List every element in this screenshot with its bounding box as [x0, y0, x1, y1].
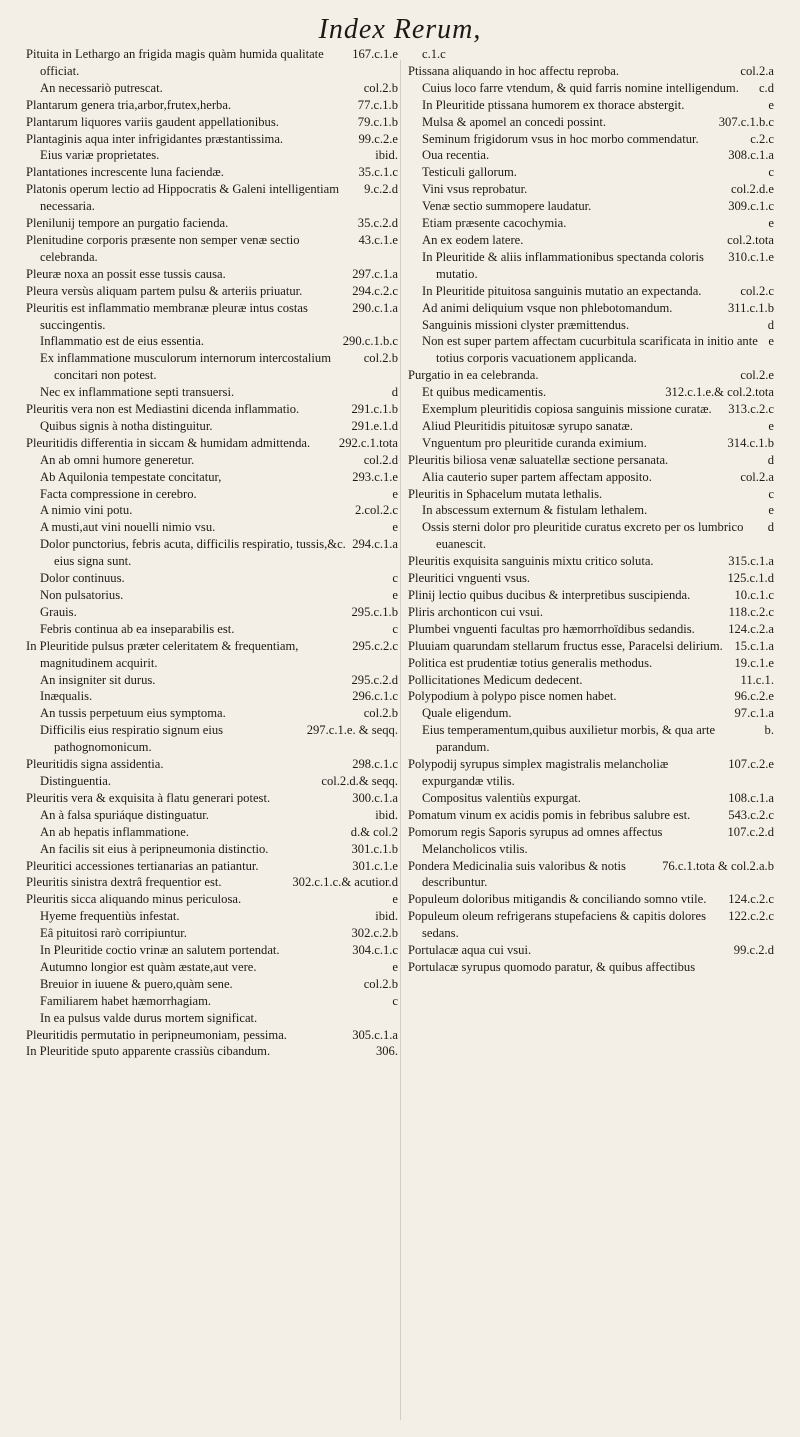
entry-text: Pollicitationes Medicum dedecent.	[408, 672, 583, 687]
page-reference: 304.c.1.c	[352, 943, 398, 958]
page-reference: e	[768, 418, 774, 433]
page-reference: col.2.d.e	[730, 182, 774, 197]
index-entry	[408, 756, 774, 790]
entry-text: Pleuritici accessiones tertianarias an patiantur.	[26, 858, 259, 873]
entry-text: In Pleuritide sputo apparente crassiùs cibandum.	[26, 1044, 271, 1059]
page-reference: e	[768, 503, 774, 518]
page-reference: 79.c.1.b	[357, 114, 398, 129]
entry-text: Pleuritidis permutatio in peripneumoniam, pessima.	[26, 1027, 287, 1042]
page-reference: 9.c.2.d	[364, 182, 398, 197]
page-reference: 295.c.2.c	[352, 638, 398, 653]
page-reference: col.2.e	[740, 368, 774, 383]
index-entry	[422, 401, 774, 418]
entry-text: Portulacæ syrupus quomodo paratur, & quibus affectibus	[408, 959, 696, 974]
entry-text: An à falsa spuriáque distinguatur.	[40, 807, 209, 822]
entry-text: Eâ pituitosi rarò corripiuntur.	[40, 926, 187, 941]
entry-text: Pondera Medicinalia suis valoribus & notis describuntur.	[408, 858, 626, 890]
entry-text: Quibus signis à notha distinguitur.	[40, 418, 213, 433]
page-reference: 291.e.1.d	[351, 418, 398, 433]
entry-text: Exemplum pleuritidis copiosa sanguinis missione curatæ.	[422, 402, 712, 417]
page-reference: 11.c.1.	[740, 672, 774, 687]
index-entry	[26, 46, 398, 80]
index-entry	[408, 638, 774, 655]
index-entry	[422, 469, 774, 486]
page-reference: 315.c.1.a	[728, 554, 774, 569]
page-reference: 35.c.2.d	[357, 216, 398, 231]
entry-text: Plinij lectio quibus ducibus & interpretibus suscipienda.	[408, 588, 691, 602]
index-entry	[26, 266, 398, 283]
right-column	[408, 46, 774, 976]
entry-text: An ex eodem latere.	[422, 232, 524, 247]
entry-text: Alia cauterio super partem affectam apposito.	[422, 469, 652, 484]
entry-text: Ad animi deliquium vsque non phlebotomandum.	[422, 300, 673, 315]
page-reference: 307.c.1.b.c	[718, 114, 774, 129]
page-reference: e	[392, 520, 398, 535]
page-reference: e	[392, 892, 398, 907]
entry-text: Seminum frigidorum vsus in hoc morbo commendatur.	[422, 131, 699, 146]
entry-text: Dolor punctorius, febris acuta, difficilis respiratio, tussis,&c. eius signa sunt.	[40, 537, 346, 569]
index-entry	[422, 435, 774, 452]
index-entry	[40, 452, 398, 469]
index-entry	[26, 638, 398, 672]
entry-text: Pleuritis biliosa venæ saluatellæ sectione persanata.	[408, 452, 669, 467]
column-divider	[400, 60, 401, 1420]
index-entry	[40, 570, 398, 587]
index-entry	[40, 722, 398, 756]
entry-text: Inæqualis.	[40, 689, 93, 704]
page-reference: 301.c.1.b	[351, 841, 398, 856]
page-reference: 308.c.1.a	[728, 148, 774, 163]
entry-text: Et quibus medicamentis.	[422, 385, 547, 400]
entry-text: Autumno longior est quàm æstate,aut vere.	[40, 959, 257, 974]
entry-text: Breuior in iuuene & puero,quàm sene.	[40, 976, 233, 991]
page-reference: d.& col.2	[350, 824, 398, 839]
entry-text: Pleuræ noxa an possit esse tussis causa.	[26, 266, 226, 281]
index-entry	[408, 807, 774, 824]
entry-text: Pluuiam quarundam stellarum fructus esse, Paracelsi delirium.	[408, 638, 723, 653]
page-reference: c	[392, 993, 398, 1008]
entry-text: Pleuritis vera & exquisita à flatu generari potest.	[26, 790, 271, 805]
entry-text: Sanguinis missioni clyster præmittendus.	[422, 317, 630, 332]
page-reference: col.2.b	[363, 976, 398, 991]
index-entry	[422, 164, 774, 181]
entry-text: In ea pulsus valde durus mortem significat.	[40, 1010, 258, 1025]
index-entry	[40, 807, 398, 824]
index-entry	[26, 756, 398, 773]
entry-text: In Pleuritide pituitosa sanguinis mutatio an expectanda.	[422, 283, 702, 298]
page-reference: 77.c.1.b	[357, 97, 398, 112]
page-reference: 99.c.2.d	[733, 943, 774, 958]
index-entry	[40, 672, 398, 689]
index-entry	[422, 317, 774, 334]
index-entry	[408, 858, 774, 892]
page-reference: 122.c.2.c	[728, 909, 774, 924]
entry-text: Pleuritis vera non est Mediastini dicenda inflammatio.	[26, 402, 300, 417]
page-reference: 310.c.1.e	[728, 249, 774, 264]
entry-text: Non pulsatorius.	[40, 588, 124, 602]
entry-text: Quale eligendum.	[422, 706, 512, 721]
page-reference: 107.c.2.e	[728, 757, 774, 772]
entry-text: Pituita in Lethargo an frigida magis quàm humida qualitate officiat.	[26, 47, 324, 78]
page-reference: 10.c.1.c	[734, 588, 774, 602]
entry-text: Pleuritidis signa assidentia.	[26, 757, 164, 772]
entry-text: Pleura versùs aliquam partem pulsu & arteriis priuatur.	[26, 283, 303, 298]
entry-text: Politica est prudentiæ totius generalis methodus.	[408, 655, 653, 670]
entry-text: Plantarum genera tria,arbor,frutex,herba.	[26, 97, 232, 112]
index-entry	[40, 502, 398, 519]
entry-text: Ab Aquilonia tempestate concitatur,	[40, 469, 222, 484]
index-entry	[26, 1043, 398, 1060]
entry-text: Dolor continuus.	[40, 571, 125, 586]
page-reference: 291.c.1.b	[351, 402, 398, 417]
index-entry	[40, 976, 398, 993]
entry-text: Portulacæ aqua cui vsui.	[408, 943, 532, 958]
entry-text: Febris continua ab ea inseparabilis est.	[40, 621, 235, 636]
entry-text: Vnguentum pro pleuritide curanda eximium.	[422, 435, 647, 450]
page-reference: 108.c.1.a	[728, 790, 774, 805]
entry-text: Pliris archonticon cui vsui.	[408, 604, 544, 619]
page-reference: 313.c.2.c	[728, 402, 774, 417]
page-reference: 306.	[375, 1044, 398, 1059]
page-reference: ibid.	[375, 807, 398, 822]
page-reference: 302.c.1.c.& acutior.d	[292, 875, 398, 890]
index-entry	[26, 232, 398, 266]
index-entry	[40, 705, 398, 722]
page-reference: 99.c.2.e	[358, 131, 398, 146]
entry-text: Plenilunij tempore an purgatio facienda.	[26, 216, 229, 231]
page-reference: 290.c.1.a	[352, 300, 398, 315]
page-reference: 305.c.1.a	[352, 1027, 398, 1042]
page-reference: 124.c.2.a	[728, 621, 774, 636]
index-entry	[408, 63, 774, 80]
index-entry	[40, 959, 398, 976]
index-entry	[26, 164, 398, 181]
index-entry	[40, 384, 398, 401]
entry-text: Populeum doloribus mitigandis & conciliando somno vtile.	[408, 892, 707, 907]
page-reference: c	[392, 621, 398, 636]
page-reference: ibid.	[375, 909, 398, 924]
index-entry	[40, 908, 398, 925]
page-reference: col.2.a	[740, 469, 774, 484]
page-reference: 312.c.1.e.& col.2.tota	[665, 385, 774, 400]
index-entry	[422, 790, 774, 807]
index-entry	[422, 215, 774, 232]
index-entry	[40, 925, 398, 942]
entry-text: Platonis operum lectio ad Hippocratis & Galeni intelligentiam necessaria.	[26, 182, 340, 214]
index-entry	[26, 300, 398, 334]
entry-text: Inflammatio est de eius essentia.	[40, 334, 205, 349]
page-reference: 292.c.1.tota	[338, 435, 398, 450]
entry-text: Pleuritis sicca aliquando minus periculosa.	[26, 892, 242, 907]
page-reference: ibid.	[375, 148, 398, 163]
page-reference: 302.c.2.b	[351, 926, 398, 941]
index-entry	[422, 114, 774, 131]
index-entry	[40, 333, 398, 350]
index-entry	[26, 283, 398, 300]
index-entry	[26, 215, 398, 232]
entry-text: A nimio vini potu.	[40, 503, 133, 518]
index-entry	[422, 46, 774, 63]
page-reference: 296.c.1.c	[352, 689, 398, 704]
page-reference: col.2.c	[740, 283, 774, 298]
entry-text: Pleuritis exquisita sanguinis mixtu critico soluta.	[408, 554, 654, 569]
entry-text: Venæ sectio summopere laudatur.	[422, 199, 592, 214]
entry-text: Pleuritici vnguenti vsus.	[408, 571, 531, 586]
index-entry	[422, 97, 774, 114]
index-entry	[40, 519, 398, 536]
entry-text: An necessariò putrescat.	[40, 80, 163, 95]
entry-text: Nec ex inflammatione septi transuersi.	[40, 385, 235, 400]
entry-text: Plumbei vnguenti facultas pro hæmorrhoïdibus sedandis.	[408, 621, 695, 636]
entry-text: In Pleuritide ptissana humorem ex thorace abstergit.	[422, 97, 685, 112]
entry-text: Plantarum liquores variis gaudent appellationibus.	[26, 114, 279, 129]
page-reference: e	[768, 216, 774, 231]
index-entry	[408, 486, 774, 503]
page-reference: c.2.c	[750, 131, 774, 146]
entry-text: Vini vsus reprobatur.	[422, 182, 528, 197]
entry-text: Pleuritis in Sphacelum mutata lethalis.	[408, 486, 603, 501]
index-entry	[422, 283, 774, 300]
entry-text: Difficilis eius respiratio signum eius pathognomonicum.	[40, 723, 224, 755]
entry-text: An tussis perpetuum eius symptoma.	[40, 706, 226, 721]
page-reference: 290.c.1.b.c	[342, 334, 398, 349]
entry-text: Testiculi gallorum.	[422, 165, 517, 180]
index-entry	[40, 587, 398, 604]
page-reference: d	[767, 317, 774, 332]
page-reference: col.2.b	[363, 351, 398, 366]
index-entry	[26, 1027, 398, 1044]
entry-text: Populeum oleum refrigerans stupefaciens & capitis dolores sedans.	[408, 909, 706, 941]
index-entry	[422, 249, 774, 283]
page-reference: d	[767, 452, 774, 467]
page-reference: 2.col.2.c	[354, 503, 398, 518]
entry-text: Eius variæ proprietates.	[40, 148, 160, 163]
entry-text: Plantaginis aqua inter infrigidantes præstantissima.	[26, 131, 284, 146]
entry-text: Ex inflammatione musculorum internorum intercostalium concitari non potest.	[40, 351, 331, 383]
entry-text: Pomatum vinum ex acidis pomis in febribus salubre est.	[408, 807, 691, 822]
index-entry	[408, 959, 774, 976]
index-entry	[422, 131, 774, 148]
entry-text: c.1.c	[422, 47, 446, 61]
index-entry	[26, 131, 398, 148]
entry-text: Grauis.	[40, 604, 77, 619]
index-entry	[26, 181, 398, 215]
page-reference: 107.c.2.d	[727, 824, 774, 839]
index-entry	[40, 1010, 398, 1027]
index-entry	[408, 824, 774, 858]
page-reference: 96.c.2.e	[734, 689, 774, 704]
page-reference: 543.c.2.c	[728, 807, 774, 822]
page-reference: b.	[764, 723, 774, 738]
index-entry	[26, 435, 398, 452]
page-reference: c.d	[758, 80, 774, 95]
entry-text: Purgatio in ea celebranda.	[408, 368, 539, 383]
index-entry	[422, 80, 774, 97]
entry-text: An ab hepatis inflammatione.	[40, 824, 189, 839]
index-entry	[422, 705, 774, 722]
index-entry	[408, 604, 774, 621]
page-reference: 294.c.1.a	[352, 537, 398, 552]
page-reference: 293.c.1.e	[352, 469, 398, 484]
index-entry	[40, 621, 398, 638]
entry-text: An insigniter sit durus.	[40, 672, 156, 687]
entry-text: Eius temperamentum,quibus auxilietur morbis, & qua arte parandum.	[422, 723, 716, 755]
page-reference: 35.c.1.c	[358, 165, 398, 180]
page-reference: 118.c.2.c	[728, 604, 774, 619]
entry-text: Non est super partem affectam cucurbitula scarificata in initio ante totius corporis vacuationem applicanda.	[422, 334, 758, 366]
index-entry	[422, 198, 774, 215]
page-reference: 295.c.1.b	[351, 604, 398, 619]
index-entry	[408, 587, 774, 604]
entry-text: Polypodij syrupus simplex magistralis melancholiæ expurgandæ vtilis.	[408, 757, 669, 788]
page-reference: e	[768, 97, 774, 112]
index-entry	[422, 232, 774, 249]
entry-text: A musti,aut vini nouelli nimio vsu.	[40, 520, 216, 535]
page-reference: e	[768, 334, 774, 349]
entry-text: Plantationes increscente luna faciendæ.	[26, 165, 224, 180]
entry-text: In Pleuritide & aliis inflammationibus spectanda coloris mutatio.	[422, 249, 704, 281]
page-reference: 294.c.2.c	[352, 283, 398, 298]
index-entry	[408, 688, 774, 705]
entry-text: Hyeme frequentiùs infestat.	[40, 909, 180, 924]
entry-text: An facilis sit eius à peripneumonia distinctio.	[40, 841, 269, 856]
page-reference: 309.c.1.c	[728, 199, 774, 214]
page-reference: col.2.b	[363, 706, 398, 721]
page-reference: col.2.tota	[727, 232, 774, 247]
index-entry	[40, 350, 398, 384]
index-entry	[40, 486, 398, 503]
index-entry	[408, 908, 774, 942]
page-reference: d	[391, 385, 398, 400]
index-entry	[40, 841, 398, 858]
index-entry	[408, 621, 774, 638]
index-entry	[40, 418, 398, 435]
index-entry	[422, 519, 774, 553]
page-reference: 19.c.1.e	[734, 655, 774, 670]
index-entry	[40, 942, 398, 959]
page-reference: 124.c.2.c	[728, 892, 774, 907]
page-reference: e	[392, 486, 398, 501]
index-entry	[422, 181, 774, 198]
index-entry	[408, 367, 774, 384]
page-title: Index Rerum,	[318, 14, 482, 45]
entry-text: In Pleuritide coctio vrinæ an salutem portendat.	[40, 943, 280, 958]
entry-text: Familiarem habet hæmorrhagiam.	[40, 993, 212, 1008]
entry-text: Plenitudine corporis præsente non semper venæ sectio celebranda.	[26, 232, 300, 264]
index-entry	[26, 114, 398, 131]
index-entry	[408, 570, 774, 587]
page-reference: 97.c.1.a	[734, 706, 774, 721]
index-entry	[40, 688, 398, 705]
entry-text: Polypodium à polypo pisce nomen habet.	[408, 689, 617, 704]
index-entry	[26, 97, 398, 114]
page-reference: e	[392, 588, 398, 602]
entry-text: Ptissana aliquando in hoc affectu reproba.	[408, 63, 619, 78]
index-entry	[40, 993, 398, 1010]
index-entry	[26, 790, 398, 807]
page-reference: e	[392, 959, 398, 974]
index-entry	[422, 502, 774, 519]
index-entry	[40, 147, 398, 164]
page-reference: 76.c.1.tota & col.2.a.b	[662, 858, 774, 873]
page-reference: 297.c.1.a	[352, 266, 398, 281]
page-reference: 167.c.1.e	[352, 47, 398, 61]
entry-text: In Pleuritide pulsus præter celeritatem & frequentiam, magnitudinem acquirit.	[26, 638, 299, 670]
index-entry	[422, 384, 774, 401]
page-reference: c	[392, 571, 398, 586]
index-entry	[26, 874, 398, 891]
index-entry	[408, 553, 774, 570]
index-entry	[26, 401, 398, 418]
entry-text: Etiam præsente cacochymia.	[422, 216, 567, 231]
index-entry	[40, 604, 398, 621]
page-reference: col.2.b	[363, 80, 398, 95]
index-entry	[26, 858, 398, 875]
entry-text: Cuius loco farre vtendum, & quid farris nomine intelligendum.	[422, 80, 739, 95]
page-reference: 314.c.1.b	[727, 435, 774, 450]
page-reference: c	[768, 165, 774, 180]
entry-text: Distinguentia.	[40, 773, 112, 788]
entry-text: Pleuritidis differentia in siccam & humidam admittenda.	[26, 435, 311, 450]
index-entry	[422, 418, 774, 435]
index-entry	[408, 452, 774, 469]
page-reference: 297.c.1.e. & seqq.	[306, 723, 398, 738]
entry-text: Facta compressione in cerebro.	[40, 486, 197, 501]
page-reference: 43.c.1.e	[358, 232, 398, 247]
entry-text: Mulsa & apomel an concedi possint.	[422, 114, 606, 129]
page-reference: col.2.d.& seqq.	[321, 773, 398, 788]
page-reference: 301.c.1.e	[352, 858, 398, 873]
page-reference: 311.c.1.b	[727, 300, 774, 315]
entry-text: In abscessum externum & fistulam lethalem.	[422, 503, 648, 518]
index-entry	[422, 333, 774, 367]
page-reference: 300.c.1.a	[352, 790, 398, 805]
index-entry	[26, 891, 398, 908]
index-entry	[40, 469, 398, 486]
index-entry	[408, 655, 774, 672]
page-reference: col.2.d	[363, 452, 398, 467]
index-entry	[40, 773, 398, 790]
entry-text: Ossis sterni dolor pro pleuritide curatus excreto per os lumbrico euanescit.	[422, 520, 744, 552]
index-entry	[422, 147, 774, 164]
entry-text: Pleuritis sinistra dextrâ frequentior est.	[26, 875, 222, 890]
entry-text: Pleuritis est inflammatio membranæ pleuræ intus costas succingentis.	[26, 300, 308, 332]
index-entry	[40, 536, 398, 570]
index-entry	[40, 824, 398, 841]
index-entry	[408, 942, 774, 959]
left-column	[26, 46, 398, 1060]
index-entry	[40, 80, 398, 97]
page-reference: c	[768, 486, 774, 501]
entry-text: Oua recentia.	[422, 148, 490, 163]
index-entry	[422, 722, 774, 756]
page-reference: 295.c.2.d	[351, 672, 398, 687]
page-reference: 298.c.1.c	[352, 757, 398, 772]
entry-text: Compositus valentiùs expurgat.	[422, 790, 581, 805]
entry-text: Aliud Pleuritidis pituitosæ syrupo sanatæ.	[422, 418, 633, 433]
entry-text: Pomorum regis Saporis syrupus ad omnes affectus Melancholicos vtilis.	[408, 824, 663, 856]
index-entry	[422, 300, 774, 317]
index-entry	[408, 891, 774, 908]
index-entry	[408, 672, 774, 689]
entry-text: An ab omni humore generetur.	[40, 452, 195, 467]
page-reference: 125.c.1.d	[727, 571, 774, 586]
page-reference: col.2.a	[740, 63, 774, 78]
page-reference: 15.c.1.a	[734, 638, 774, 653]
page-reference: d	[767, 520, 774, 535]
